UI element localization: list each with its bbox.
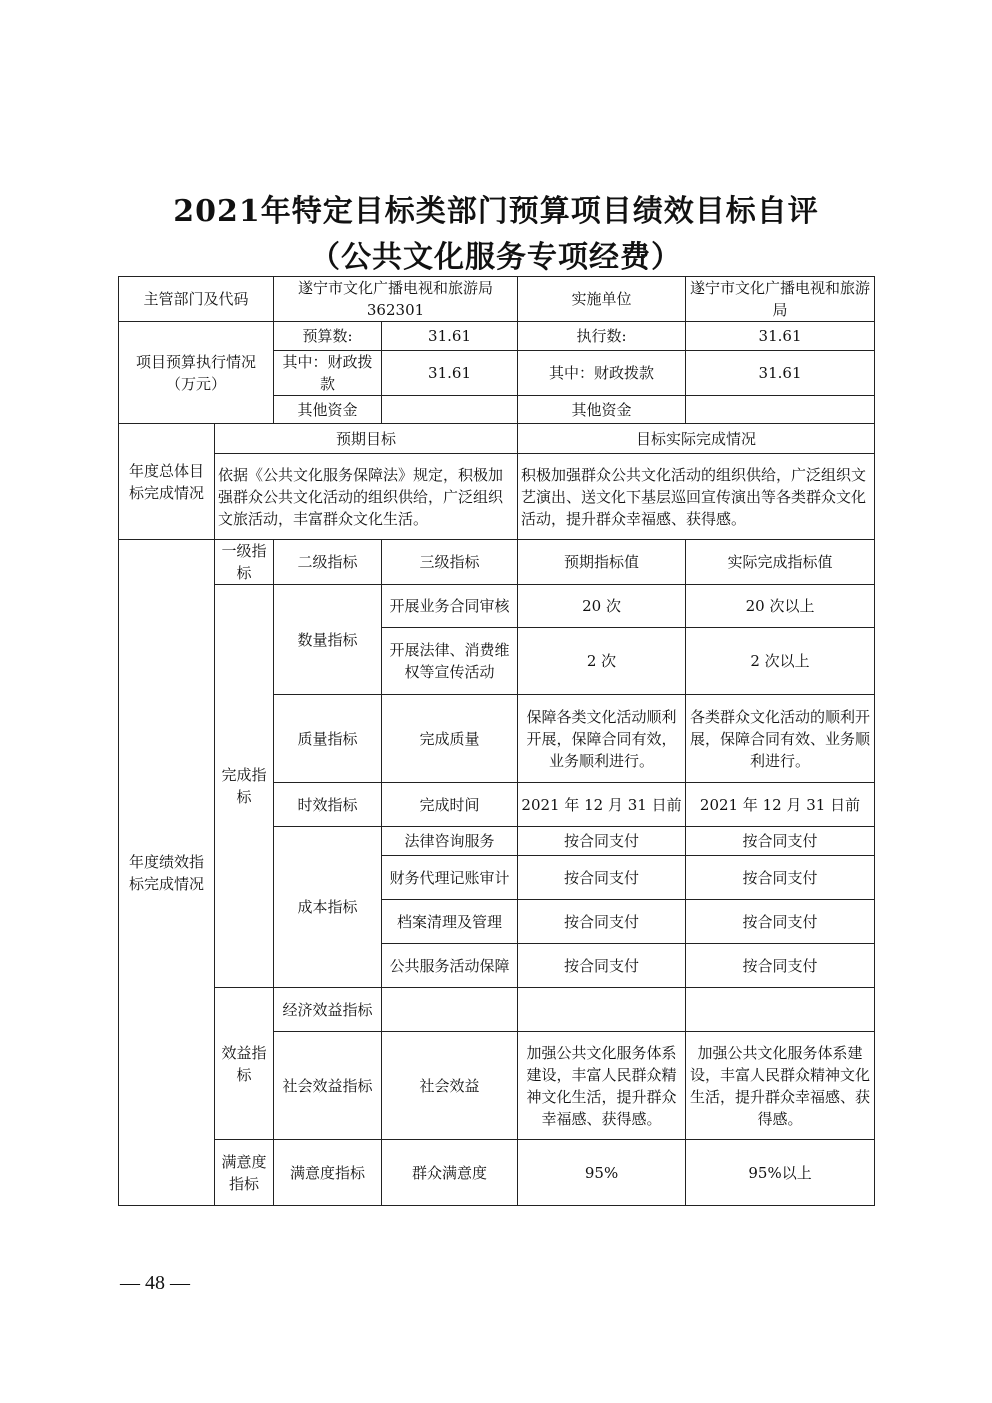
expected-cell: 按合同支付 — [518, 827, 686, 856]
actual-cell: 按合同支付 — [686, 944, 875, 988]
level3-cell-empty — [382, 988, 518, 1032]
actual-cell: 2021 年 12 月 31 日前 — [686, 783, 875, 827]
benefit-indicator-label: 效益指标 — [215, 988, 274, 1140]
level3-cell: 完成时间 — [382, 783, 518, 827]
economic-benefit-label: 经济效益指标 — [274, 988, 382, 1032]
header-actual: 实际完成指标值 — [686, 540, 875, 585]
impl-value: 遂宁市文化广播电视和旅游局 — [686, 277, 875, 322]
level3-cell: 社会效益 — [382, 1032, 518, 1140]
budget-label: 预算数: — [274, 322, 382, 351]
document-subtitle: （公共文化服务专项经费） — [310, 240, 682, 275]
level3-cell: 公共服务活动保障 — [382, 944, 518, 988]
quantity-indicator-label: 数量指标 — [274, 585, 382, 695]
timeliness-indicator-label: 时效指标 — [274, 783, 382, 827]
expected-cell-empty — [518, 988, 686, 1032]
actual-cell: 按合同支付 — [686, 827, 875, 856]
fiscal-value-left: 31.61 — [382, 351, 518, 396]
actual-cell: 加强公共文化服务体系建设，丰富人民群众精神文化生活，提升群众幸福感、获得感。 — [686, 1032, 875, 1140]
level3-cell: 开展法律、消费维权等宣传活动 — [382, 628, 518, 695]
expected-cell: 95% — [518, 1140, 686, 1206]
expected-goal-text: 依据《公共文化服务保障法》规定，积极加强群众公共文化活动的组织供给，广泛组织文旅活动，丰富群众文化生活。 — [215, 454, 518, 540]
fiscal-label-right: 其中：财政拨款 — [518, 351, 686, 396]
actual-cell: 按合同支付 — [686, 856, 875, 900]
actual-cell: 2 次以上 — [686, 628, 875, 695]
other-label-left: 其他资金 — [274, 396, 382, 424]
dept-label: 主管部门及代码 — [119, 277, 274, 322]
other-label-right: 其他资金 — [518, 396, 686, 424]
other-value-left — [382, 396, 518, 424]
actual-cell: 各类群众文化活动的顺利开展，保障合同有效、业务顺利进行。 — [686, 695, 875, 783]
actual-cell: 20 次以上 — [686, 585, 875, 628]
other-value-right — [686, 396, 875, 424]
exec-label: 执行数: — [518, 322, 686, 351]
expected-cell: 按合同支付 — [518, 856, 686, 900]
actual-cell: 按合同支付 — [686, 900, 875, 944]
header-level1: 一级指标 — [215, 540, 274, 585]
actual-goal-text: 积极加强群众公共文化活动的组织供给，广泛组织文艺演出、送文化下基层巡回宣传演出等各类群众文化活动，提升群众幸福感、获得感。 — [518, 454, 875, 540]
impl-label: 实施单位 — [518, 277, 686, 322]
level3-cell: 法律咨询服务 — [382, 827, 518, 856]
dept-value: 遂宁市文化广播电视和旅游局362301 — [274, 277, 518, 322]
expected-cell: 2 次 — [518, 628, 686, 695]
level3-cell: 开展业务合同审核 — [382, 585, 518, 628]
cost-indicator-label: 成本指标 — [274, 827, 382, 988]
expected-cell: 加强公共文化服务体系建设，丰富人民群众精神文化生活，提升群众幸福感、获得感。 — [518, 1032, 686, 1140]
actual-cell-empty — [686, 988, 875, 1032]
level3-cell: 群众满意度 — [382, 1140, 518, 1206]
level3-cell: 财务代理记账审计 — [382, 856, 518, 900]
annual-goal-label: 年度总体目标完成情况 — [119, 424, 215, 540]
completion-indicator-label: 完成指标 — [215, 585, 274, 988]
header-expected: 预期指标值 — [518, 540, 686, 585]
page-number: — 48 — — [120, 1272, 190, 1294]
satisfaction-indicator-label: 满意度指标 — [215, 1140, 274, 1206]
actual-cell: 95%以上 — [686, 1140, 875, 1206]
expected-goal-header: 预期目标 — [215, 424, 518, 454]
header-level2: 二级指标 — [274, 540, 382, 585]
expected-cell: 20 次 — [518, 585, 686, 628]
indicator-section-label: 年度绩效指标完成情况 — [119, 540, 215, 1206]
expected-cell: 保障各类文化活动顺利开展，保障合同有效，业务顺利进行。 — [518, 695, 686, 783]
header-level3: 三级指标 — [382, 540, 518, 585]
fiscal-label-left: 其中：财政拨款 — [274, 351, 382, 396]
fiscal-value-right: 31.61 — [686, 351, 875, 396]
quality-indicator-label: 质量指标 — [274, 695, 382, 783]
document-title: 2021年特定目标类部门预算项目绩效目标自评 — [173, 194, 819, 229]
expected-cell: 2021 年 12 月 31 日前 — [518, 783, 686, 827]
level3-cell: 完成质量 — [382, 695, 518, 783]
evaluation-table — [118, 276, 875, 1206]
exec-value: 31.61 — [686, 322, 875, 351]
actual-goal-header: 目标实际完成情况 — [518, 424, 875, 454]
expected-cell: 按合同支付 — [518, 944, 686, 988]
expected-cell: 按合同支付 — [518, 900, 686, 944]
budget-value: 31.61 — [382, 322, 518, 351]
budget-section-label: 项目预算执行情况（万元） — [119, 322, 274, 424]
level3-cell: 档案清理及管理 — [382, 900, 518, 944]
social-benefit-label: 社会效益指标 — [274, 1032, 382, 1140]
satisfaction-level2-label: 满意度指标 — [274, 1140, 382, 1206]
